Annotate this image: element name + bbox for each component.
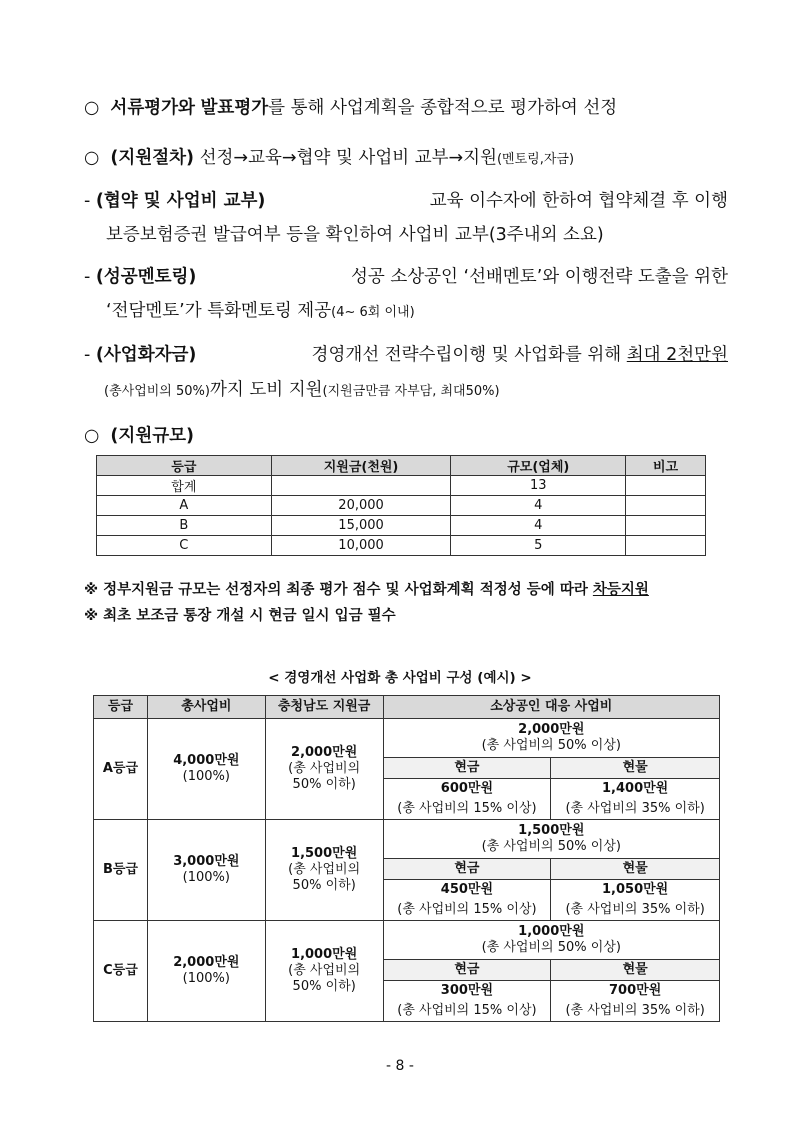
cash-label: 현금 xyxy=(383,960,551,981)
paragraph-agreement: - (협약 및 사업비 교부) 교육 이수자에 한하여 협약체결 후 이행 xyxy=(84,191,728,211)
support-cell: 2,000만원 (총 사업비의 50% 이하) xyxy=(265,719,383,820)
paragraph-mentoring-cont: ‘전담멘토’가 특화멘토링 제공(4~ 6회 이내) xyxy=(106,301,415,321)
max-amount-underline: 최대 2천만원 xyxy=(626,345,728,365)
header-remark: 비고 xyxy=(626,456,706,476)
paragraph-support-scale: ○ (지원규모) xyxy=(84,426,195,446)
paragraph-fund-cont: (총사업비의 50%)까지 도비 지원(지원금만큼 자부담, 최대50%) xyxy=(104,380,500,400)
paragraph-mentoring: - (성공멘토링) 성공 소상공인 ‘선배멘토’와 이행전략 도출을 위한 xyxy=(84,267,728,287)
total-cell: 2,000만원 (100%) xyxy=(147,921,265,1022)
kind-note: (총 사업비의 35% 이하) xyxy=(551,799,720,820)
match-cell: 1,500만원 (총 사업비의 50% 이상) xyxy=(383,820,719,859)
kind-amount: 1,400만원 xyxy=(551,779,720,800)
kind-label: 현물 xyxy=(551,960,720,981)
table-header-row xyxy=(97,456,706,476)
support-cell: 1,500만원 (총 사업비의 50% 이하) xyxy=(265,820,383,921)
table-header-row xyxy=(94,696,720,719)
support-scale-table xyxy=(96,455,706,556)
cost-table-caption: < 경영개선 사업화 총 사업비 구성 (예시) > xyxy=(268,670,532,686)
grade-cell: A등급 xyxy=(94,719,148,820)
kind-label: 현물 xyxy=(551,859,720,880)
support-cell: 1,000만원 (총 사업비의 50% 이하) xyxy=(265,921,383,1022)
match-cell: 1,000만원 (총 사업비의 50% 이상) xyxy=(383,921,719,960)
kind-label: 현물 xyxy=(551,758,720,779)
note-differential-support: ※ 정부지원금 규모는 선정자의 최종 평가 점수 및 사업화계획 적정성 등에 따라 차등지원 xyxy=(84,582,649,598)
cash-label: 현금 xyxy=(383,758,551,779)
paragraph-agreement-cont: 보증보험증권 발급여부 등을 확인하여 사업비 교부(3주내외 소요) xyxy=(106,225,604,245)
header-total-cost: 총사업비 xyxy=(147,696,265,719)
cost-structure-table xyxy=(93,695,720,1022)
cash-label: 현금 xyxy=(383,859,551,880)
header-grade: 등급 xyxy=(94,696,148,719)
table-row xyxy=(94,921,720,960)
page-number: - 8 - xyxy=(386,1058,414,1074)
kind-amount: 700만원 xyxy=(551,981,720,1002)
table-row: A 20,000 4 xyxy=(97,496,706,516)
cash-amount: 450만원 xyxy=(383,880,551,901)
cash-note: (총 사업비의 15% 이상) xyxy=(383,799,551,820)
header-grade: 등급 xyxy=(97,456,272,476)
cash-amount: 300만원 xyxy=(383,981,551,1002)
header-count: 규모(업체) xyxy=(451,456,626,476)
cash-note: (총 사업비의 15% 이상) xyxy=(383,900,551,921)
table-row: B 15,000 4 xyxy=(97,516,706,536)
cash-note: (총 사업비의 15% 이상) xyxy=(383,1001,551,1022)
header-amount: 지원금(천원) xyxy=(271,456,451,476)
section-title-scale: (지원규모) xyxy=(110,426,195,446)
header-province-support: 충청남도 지원금 xyxy=(265,696,383,719)
grade-cell: C등급 xyxy=(94,921,148,1022)
cash-amount: 600만원 xyxy=(383,779,551,800)
section-title-agreement: (협약 및 사업비 교부) xyxy=(95,191,266,211)
section-title-fund: (사업화자금) xyxy=(95,345,197,365)
bold-doc-eval: 서류평가와 xyxy=(110,98,195,118)
paragraph-business-fund: - (사업화자금) 경영개선 전략수립이행 및 사업화를 위해 최대 2천만원 xyxy=(84,345,728,365)
section-title-mentoring: (성공멘토링) xyxy=(95,267,197,287)
grade-cell: B등급 xyxy=(94,820,148,921)
section-title-procedure: (지원절차) xyxy=(110,148,195,168)
total-cell: 3,000만원 (100%) xyxy=(147,820,265,921)
total-cell: 4,000만원 (100%) xyxy=(147,719,265,820)
note-cash-deposit: ※ 최초 보조금 통장 개설 시 현금 일시 입금 필수 xyxy=(84,608,396,624)
kind-note: (총 사업비의 35% 이하) xyxy=(551,1001,720,1022)
table-row: C 10,000 5 xyxy=(97,536,706,556)
bold-presentation-eval: 발표평가 xyxy=(200,98,269,118)
table-row xyxy=(94,719,720,758)
paragraph-support-procedure: ○ (지원절차) 선정→교육→협약 및 사업비 교부→지원(멘토링,자금) xyxy=(84,148,575,168)
table-row xyxy=(94,820,720,859)
match-cell: 2,000만원 (총 사업비의 50% 이상) xyxy=(383,719,719,758)
kind-note: (총 사업비의 35% 이하) xyxy=(551,900,720,921)
header-matching-cost: 소상공인 대응 사업비 xyxy=(383,696,719,719)
paragraph-selection-method: ○ 서류평가와 발표평가를 통해 사업계획을 종합적으로 평가하여 선정 xyxy=(84,98,618,118)
kind-amount: 1,050만원 xyxy=(551,880,720,901)
table-row: 합계 13 xyxy=(97,476,706,496)
